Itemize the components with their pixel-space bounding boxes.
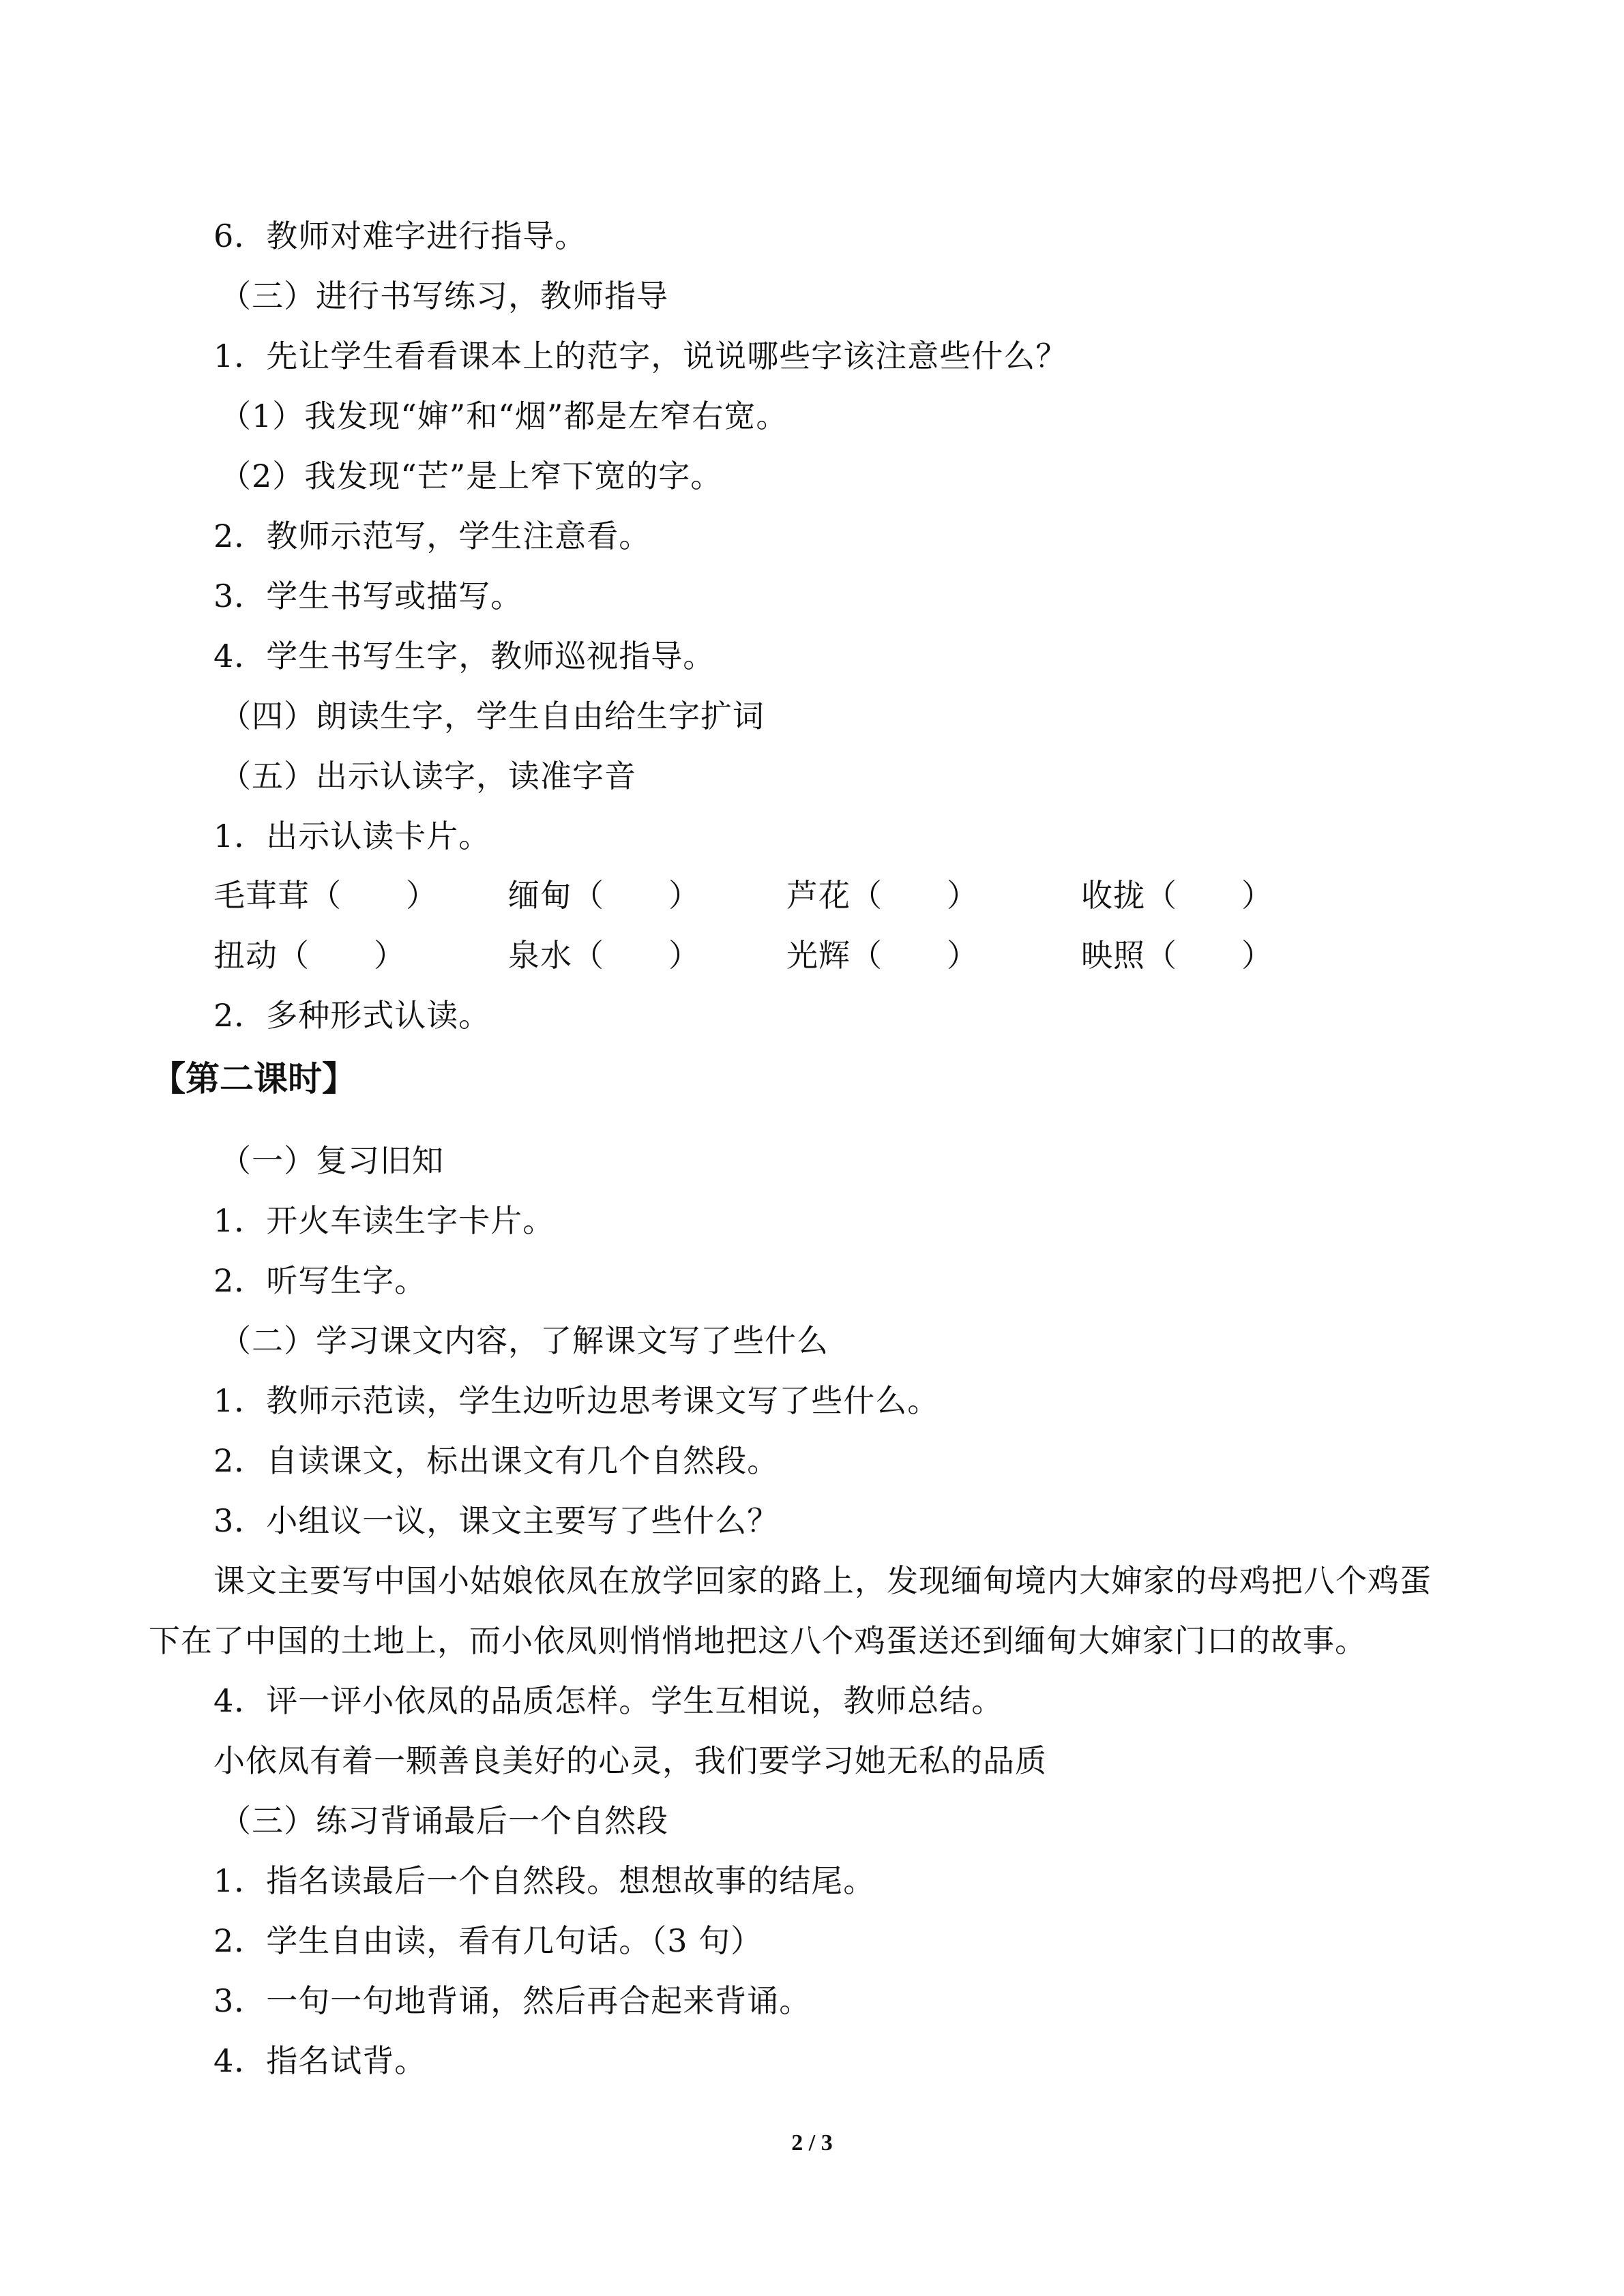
text-line-teacher-guidance: 6．教师对难字进行指导。 xyxy=(213,218,587,254)
text-line-evaluate: 4．评一评小依凤的品质怎样。学生互相说，教师总结。 xyxy=(213,1682,1004,1719)
text-line-multi-reading: 2．多种形式认读。 xyxy=(213,997,491,1034)
subsection-read-characters: （四）朗读生字，学生自由给生字扩词 xyxy=(220,698,765,734)
word-item: 缅甸（ ） xyxy=(508,877,700,914)
subsection-review: （一）复习旧知 xyxy=(220,1142,444,1179)
subsection-recitation: （三）练习背诵最后一个自然段 xyxy=(220,1802,668,1839)
text-line-self-reading: 2．自读课文，标出课文有几个自然段。 xyxy=(213,1442,780,1479)
word-item: 收拢（ ） xyxy=(1081,877,1273,914)
text-line-student-writing-guidance: 4．学生书写生字，教师巡视指导。 xyxy=(213,638,715,674)
text-line-show-cards: 1．出示认读卡片。 xyxy=(213,818,491,854)
page-number: 2 / 3 xyxy=(791,2130,833,2156)
word-row-2 xyxy=(0,935,1624,976)
text-line-try-recite: 4．指名试背。 xyxy=(213,2042,427,2079)
text-line-student-writing: 3．学生书写或描写。 xyxy=(213,578,523,614)
word-item: 光辉（ ） xyxy=(786,937,979,974)
text-line-finding-1: （1）我发现“婶”和“烟”都是左窄右宽。 xyxy=(220,398,788,434)
word-row-1 xyxy=(0,875,1624,916)
subsection-learn-text: （二）学习课文内容，了解课文写了些什么 xyxy=(220,1322,829,1359)
text-line-dictation: 2．听写生字。 xyxy=(213,1262,427,1299)
text-line-recite-sentences: 3．一句一句地背诵，然后再合起来背诵。 xyxy=(213,1982,812,2019)
section-heading-second-lesson: 【第二课时】 xyxy=(151,1059,356,1099)
text-line-model-characters: 1．先让学生看看课本上的范字，说说哪些字该注意些什么？ xyxy=(213,338,1068,374)
text-line-read-last-paragraph: 1．指名读最后一个自然段。想想故事的结尾。 xyxy=(213,1862,876,1899)
text-line-train-reading: 1．开火车读生字卡片。 xyxy=(213,1202,555,1239)
word-item: 芦花（ ） xyxy=(786,877,979,914)
word-item: 扭动（ ） xyxy=(213,937,406,974)
word-item: 泉水（ ） xyxy=(508,937,700,974)
word-item: 映照（ ） xyxy=(1081,937,1273,974)
subsection-recognition-words: （五）出示认读字，读准字音 xyxy=(220,758,636,794)
text-line-model-reading: 1．教师示范读，学生边听边思考课文写了些什么。 xyxy=(213,1382,940,1419)
paragraph-summary-line-1: 课文主要写中国小姑娘依凤在放学回家的路上，发现缅甸境内大婶家的母鸡把八个鸡蛋 xyxy=(213,1562,1432,1599)
word-item: 毛茸茸（ ） xyxy=(213,877,438,914)
text-line-group-discussion: 3．小组议一议，课文主要写了些什么？ xyxy=(213,1502,780,1539)
text-line-finding-2: （2）我发现“芒”是上窄下宽的字。 xyxy=(220,458,723,494)
paragraph-summary-line-2: 下在了中国的土地上，而小依凤则悄悄地把这八个鸡蛋送还到缅甸大婶家门口的故事。 xyxy=(149,1622,1367,1659)
text-line-conclusion: 小依凤有着一颗善良美好的心灵，我们要学习她无私的品质 xyxy=(213,1742,1047,1779)
text-line-free-reading: 2．学生自由读，看有几句话。（3 句） xyxy=(213,1922,763,1959)
text-line-teacher-demo: 2．教师示范写，学生注意看。 xyxy=(213,518,651,554)
subsection-writing-practice: （三）进行书写练习，教师指导 xyxy=(220,278,668,314)
